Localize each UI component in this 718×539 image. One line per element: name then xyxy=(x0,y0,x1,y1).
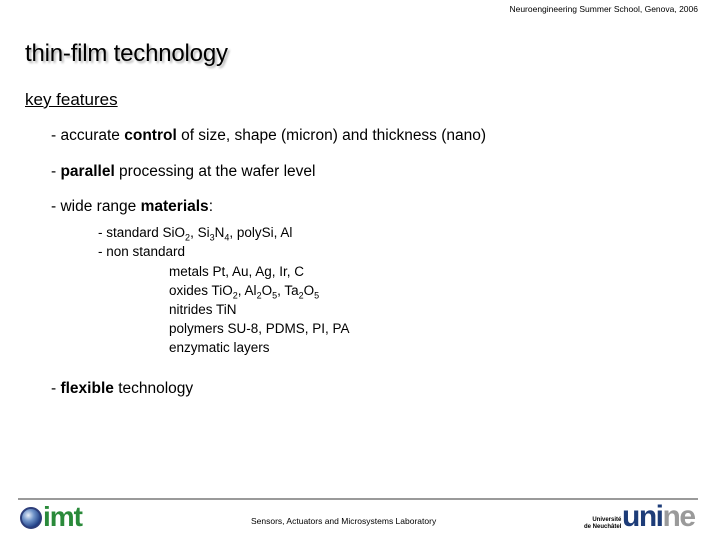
unine-logo xyxy=(622,500,695,534)
unine-logo-part: ne xyxy=(662,500,695,533)
bullet-bold: materials xyxy=(140,198,209,215)
unine-line: Université xyxy=(592,517,622,523)
bullet-parallel xyxy=(51,163,316,181)
polymers-line: polymers SU-8, PDMS, PI, PA xyxy=(169,321,350,336)
standard-text: , Si xyxy=(190,225,210,240)
subscript: 2 xyxy=(185,232,191,243)
subscript: 2 xyxy=(298,290,304,301)
bullet-bold: parallel xyxy=(60,163,115,180)
bullet-flexible xyxy=(51,380,193,398)
subscript: 2 xyxy=(256,290,262,301)
imt-logo-text: imt xyxy=(43,501,82,532)
bullet-bold: flexible xyxy=(60,380,114,397)
bullet-text: - wide range xyxy=(51,198,141,215)
bullet-text: technology xyxy=(113,380,194,397)
standard-label: - standard SiO xyxy=(98,225,186,240)
bullet-text: - xyxy=(51,163,61,180)
bullet-text: - xyxy=(51,380,61,397)
metals-line: metals Pt, Au, Ag, Ir, C xyxy=(169,264,305,279)
oxides-text: O xyxy=(303,283,315,298)
imt-logo xyxy=(20,501,100,532)
bullet-text: of size, shape (micron) and thickness (nano) xyxy=(176,127,487,144)
globe-icon xyxy=(20,507,42,529)
enzymatic-line: enzymatic layers xyxy=(169,340,270,355)
unine-small-text xyxy=(584,517,621,531)
footer-divider xyxy=(18,498,698,500)
standard-materials xyxy=(98,225,292,243)
standard-text: , polySi, Al xyxy=(229,225,293,240)
unine-line: de Neuchâtel xyxy=(584,524,622,530)
unine-logo-part: uni xyxy=(622,500,663,533)
bullet-text: : xyxy=(208,198,213,215)
nitrides-line: nitrides TiN xyxy=(169,302,237,317)
footer-lab-name: Sensors, Actuators and Microsystems Laboratory xyxy=(251,516,437,526)
bullet-text: processing at the wafer level xyxy=(114,163,316,180)
bullet-text: - accurate xyxy=(51,127,125,144)
subscript: 5 xyxy=(272,290,278,301)
subscript: 3 xyxy=(209,232,215,243)
standard-text: N xyxy=(214,225,225,240)
bullet-control xyxy=(51,127,486,145)
oxides-text: , Ta xyxy=(277,283,299,298)
non-standard-label: - non standard xyxy=(98,244,186,259)
subscript: 4 xyxy=(224,232,230,243)
subscript: 5 xyxy=(314,290,320,301)
bullet-materials xyxy=(51,198,213,216)
slide-title: thin-film technology xyxy=(25,40,228,67)
slide-subtitle: key features xyxy=(25,90,118,109)
header-note: Neuroengineering Summer School, Genova, 2006 xyxy=(509,4,698,14)
oxides-text: O xyxy=(261,283,273,298)
bullet-bold: control xyxy=(124,127,177,144)
oxides-text: , Al xyxy=(237,283,257,298)
oxides-text: oxides TiO xyxy=(169,283,233,298)
oxides-line xyxy=(169,283,319,301)
subscript: 2 xyxy=(232,290,238,301)
